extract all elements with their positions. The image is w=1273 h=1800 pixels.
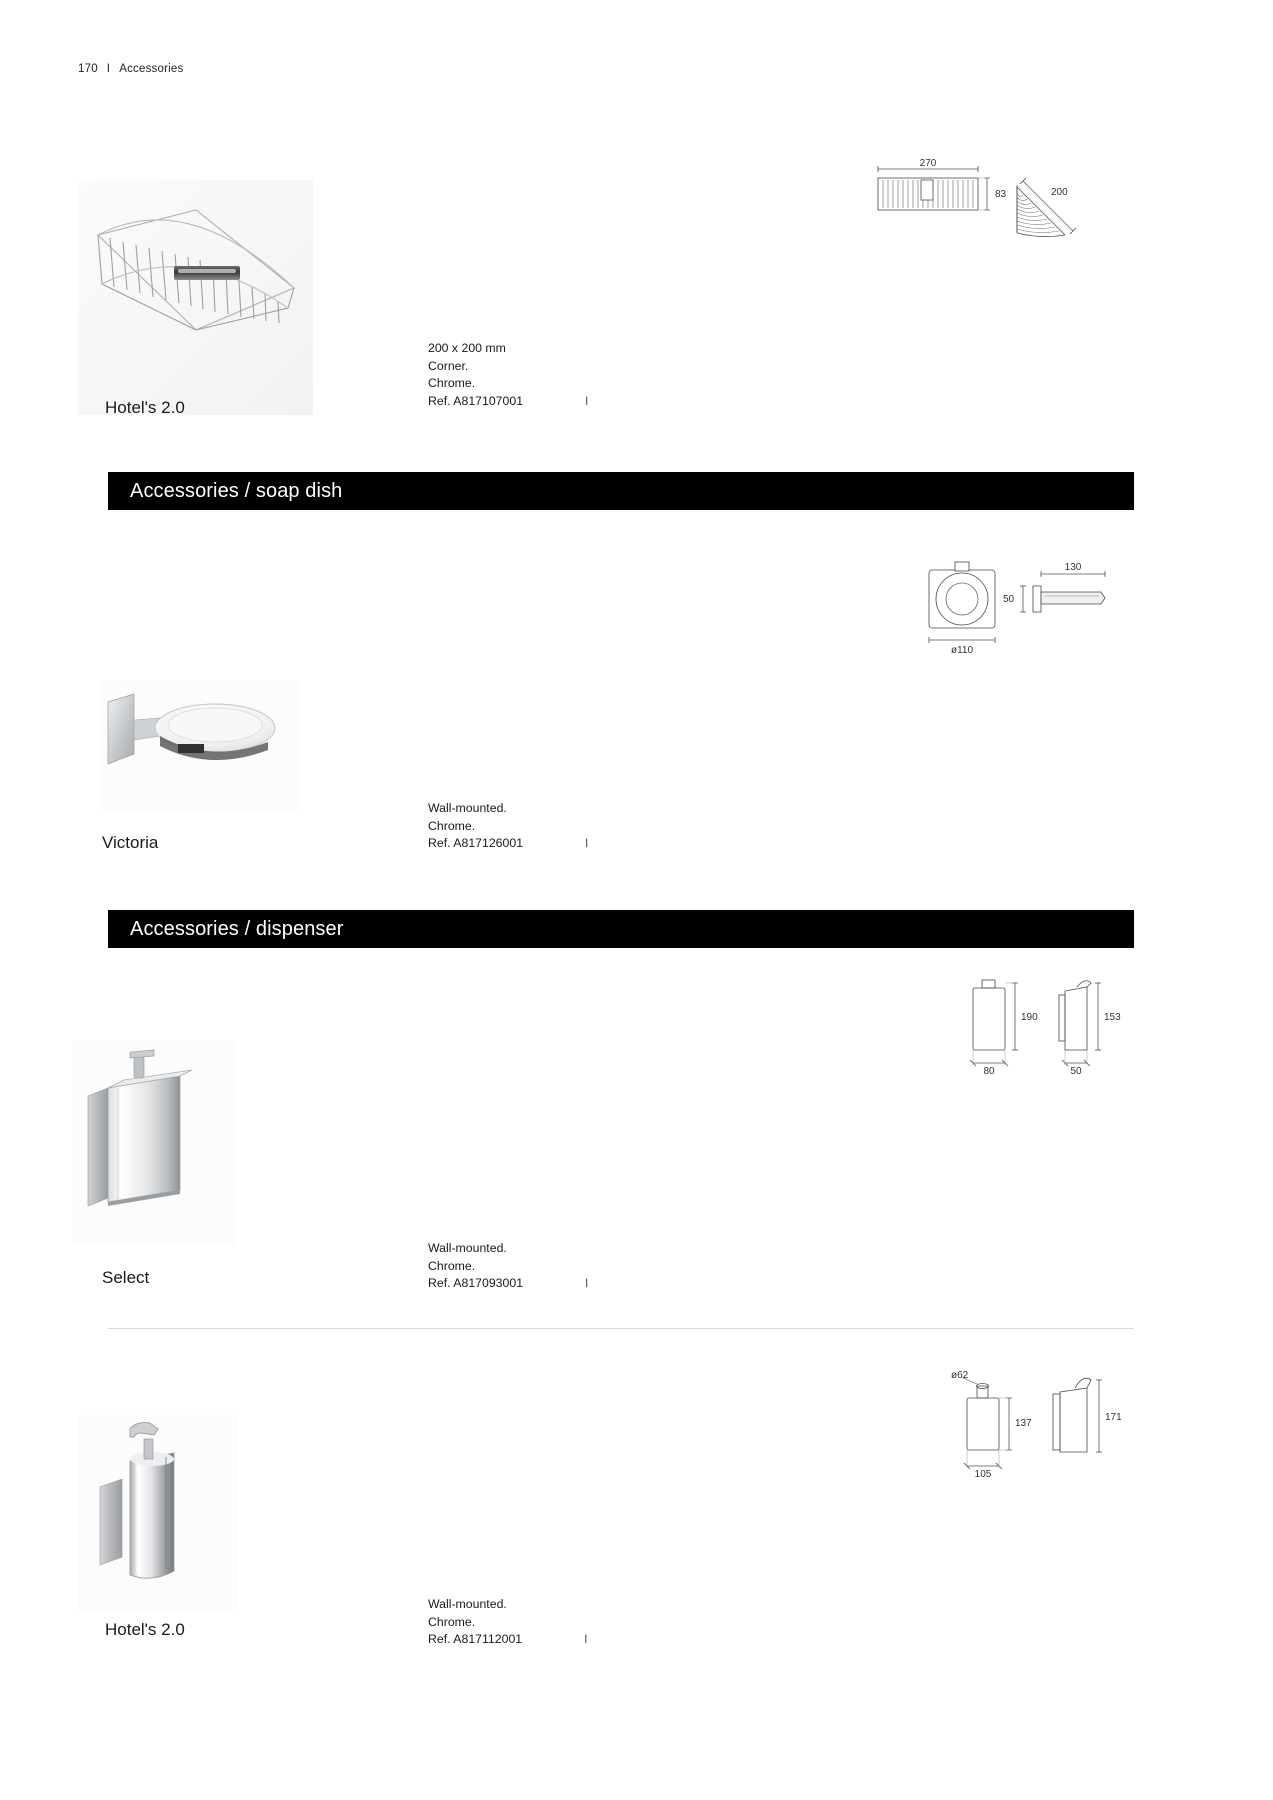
section-divider bbox=[108, 1328, 1134, 1329]
product-name-1: Hotel's 2.0 bbox=[105, 398, 185, 417]
spec-ref-1: Ref. A817107001 bbox=[428, 393, 524, 408]
section-band-dispenser bbox=[108, 910, 1134, 948]
product-name-3: Select bbox=[102, 1268, 150, 1287]
dim-top-diameter-4: ø62 bbox=[951, 1370, 969, 1381]
dim-front-width-3: 80 bbox=[983, 1066, 995, 1077]
spec-ref-4: Ref. A817112001 bbox=[428, 1632, 523, 1646]
section-band-soap-dish bbox=[108, 472, 1134, 510]
page-header bbox=[78, 63, 183, 75]
product-name-2: Victoria bbox=[102, 833, 159, 852]
section-band-label-1: Accessories / soap dish bbox=[130, 479, 343, 502]
spec-finish-2: Chrome. bbox=[428, 818, 476, 833]
dim-front-height-3: 190 bbox=[1021, 1012, 1038, 1023]
dim-diameter-2: ø110 bbox=[950, 645, 974, 656]
dim-side-height-2: 50 bbox=[1003, 594, 1015, 605]
tech-drawing-3 bbox=[955, 975, 1140, 1080]
dim-side-width-3: 50 bbox=[1070, 1066, 1082, 1077]
product-spec-3 bbox=[428, 1240, 588, 1293]
product-photo-2 bbox=[100, 680, 300, 810]
spec-bar-2: I bbox=[585, 836, 589, 850]
dim-front-height-1: 83 bbox=[995, 189, 1007, 200]
section-band-label-2: Accessories / dispenser bbox=[130, 917, 344, 940]
product-spec-1 bbox=[428, 340, 588, 410]
tech-drawing-1 bbox=[865, 155, 1135, 255]
spec-finish-1: Chrome. bbox=[428, 376, 476, 390]
page-number: 170 bbox=[78, 63, 98, 75]
product-spec-2 bbox=[428, 800, 588, 853]
header-section: Accessories bbox=[119, 63, 184, 75]
dim-side-width-2: 130 bbox=[1064, 562, 1082, 573]
dim-front-width-4: 105 bbox=[974, 1469, 992, 1480]
dim-side-height-4: 171 bbox=[1105, 1412, 1122, 1423]
tech-drawing-4 bbox=[945, 1370, 1140, 1485]
product-name-4: Hotel's 2.0 bbox=[105, 1620, 185, 1639]
spec-size-1: 200 x 200 mm bbox=[428, 341, 506, 355]
spec-bar-1: I bbox=[585, 393, 589, 408]
spec-finish-3: Chrome. bbox=[428, 1258, 476, 1273]
spec-bar-4: I bbox=[584, 1632, 588, 1646]
spec-type-1: Corner. bbox=[428, 358, 469, 373]
spec-type-3: Wall-mounted. bbox=[428, 1241, 507, 1255]
spec-type-2: Wall-mounted. bbox=[428, 801, 507, 815]
product-spec-4 bbox=[428, 1596, 587, 1649]
product-photo-1 bbox=[78, 180, 313, 415]
spec-finish-4: Chrome. bbox=[428, 1614, 476, 1629]
product-photo-4 bbox=[78, 1415, 238, 1610]
spec-bar-3: I bbox=[585, 1276, 589, 1290]
spec-ref-2: Ref. A817126001 bbox=[428, 836, 524, 850]
header-separator: I bbox=[106, 63, 111, 75]
dim-front-height-4: 137 bbox=[1015, 1418, 1032, 1429]
tech-drawing-2 bbox=[915, 548, 1135, 673]
product-photo-3 bbox=[72, 1040, 237, 1245]
dim-front-width-1: 270 bbox=[919, 158, 937, 169]
dim-side-height-3: 153 bbox=[1104, 1012, 1121, 1023]
dim-top-depth-1: 200 bbox=[1051, 187, 1068, 198]
spec-ref-3: Ref. A817093001 bbox=[428, 1276, 524, 1290]
spec-type-4: Wall-mounted. bbox=[428, 1597, 507, 1611]
